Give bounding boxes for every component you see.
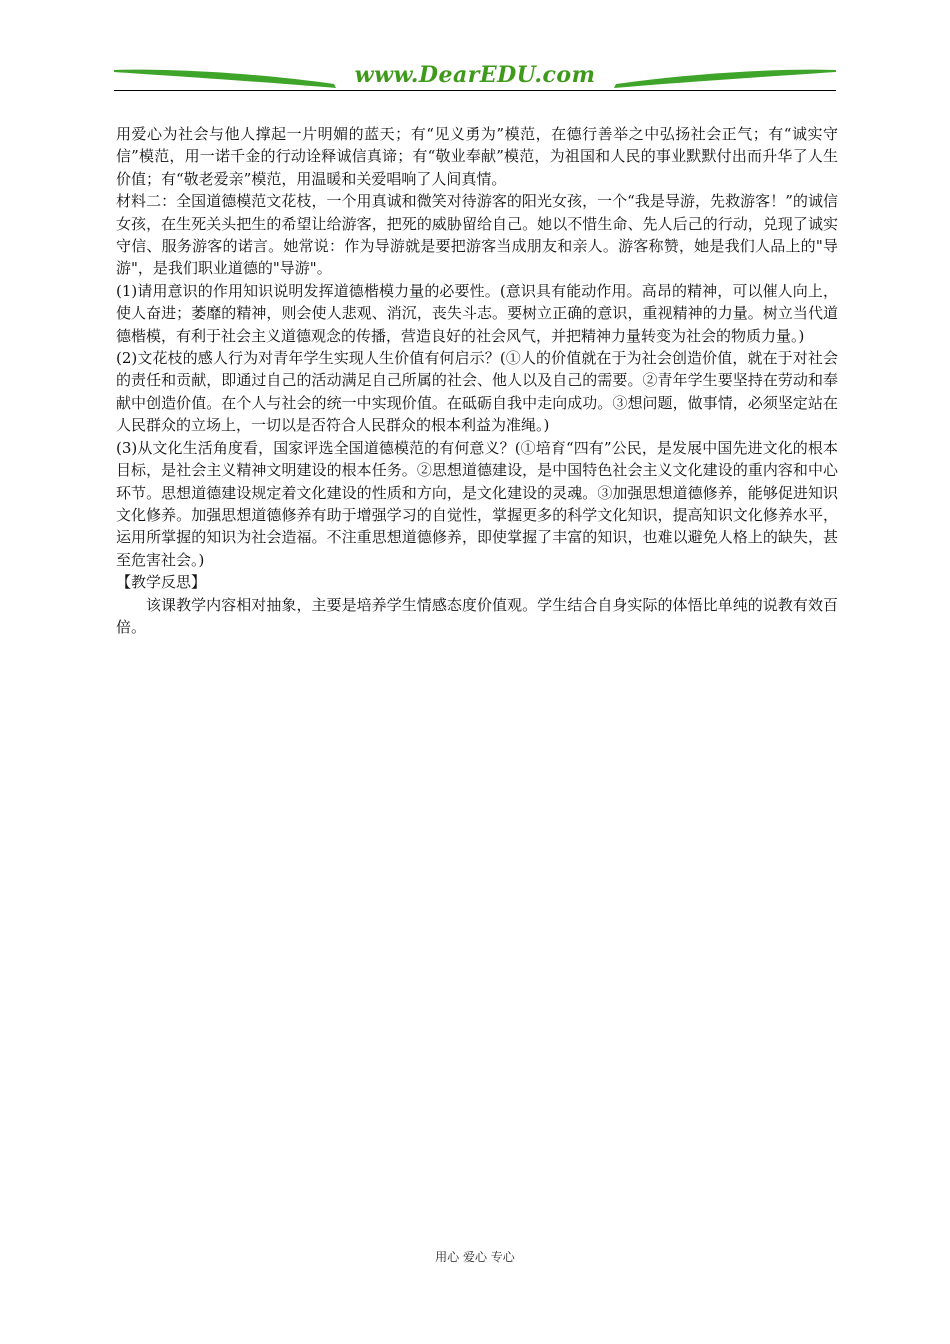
- question-3: (3)从文化生活角度看，国家评选全国道德模范的有何意义？(①培育“四有”公民，是发展中国先进文化的根本目标，是社会主义精神文明建设的根本任务。②思想道德建设，是中国特色社会主义文化建设的重内容和中心环节。思想道德建设规定着文化建设的性质和方向，是文化建设的灵魂。③加强思想道德修养，能够促进知识文化修养。加强思想道德修养有助于增强学习的自觉性，掌握更多的科学文化知识，提高知识文化修养水平，运用所掌握的知识为社会造福。不注重思想道德修养，即使掌握了丰富的知识，也难以避免人格上的缺失，甚至危害社会。): [116, 438, 838, 569]
- paragraph-models: 用爱心为社会与他人撑起一片明媚的蓝天；有“见义勇为”模范，在德行善举之中弘扬社会正气；有“诚实守信”模范，用一诺千金的行动诠释诚信真谛；有“敬业奉献”模范，为祖国和人民的事业默默付出而升华了人生价值；有“敬老爱亲”模范，用温暖和关爱唱响了人间真情。: [116, 125, 838, 188]
- header-divider: [114, 90, 836, 91]
- question-1: (1)请用意识的作用知识说明发挥道德楷模力量的必要性。(意识具有能动作用。高昂的精神，可以催人向上，使人奋进；萎靡的精神，则会使人悲观、消沉，丧失斗志。要树立正确的意识，重视精神的力量。树立当代道德楷模，有利于社会主义道德观念的传播，营造良好的社会风气，并把精神力量转变为社会的物质力量。): [116, 281, 838, 345]
- paragraph-reflection: 该课教学内容相对抽象，主要是培养学生情感态度价值观。学生结合自身实际的体悟比单纯的说教有效百倍。: [116, 595, 838, 636]
- page-footer: 用心 爱心 专心: [435, 1250, 515, 1264]
- paragraph-material-two: 材料二：全国道德模范文花枝，一个用真诚和微笑对待游客的阳光女孩，一个“我是导游，先救游客！”的诚信女孩，在生死关头把生的希望让给游客，把死的威胁留给自己。她以不惜生命、先人后己的行动，兑现了诚实守信、服务游客的诺言。她常说：作为导游就是要把游客当成朋友和亲人。游客称赞，她是我们人品上的"导游"，是我们职业道德的"导游"。: [116, 192, 838, 278]
- site-logo-text[interactable]: www.DearEDU.com: [354, 62, 596, 88]
- section-heading-reflection: 【教学反思】: [116, 573, 207, 592]
- page-header: [114, 58, 836, 92]
- document-body: [116, 123, 838, 638]
- question-2: (2)文花枝的感人行为对青年学生实现人生价值有何启示？(①人的价值就在于为社会创造价值，就在于对社会的责任和贡献，即通过自己的活动满足自己所属的社会、他人以及自己的需要。②青年学生要坚持在劳动和奉献中创造价值。在个人与社会的统一中实现价值。在砥砺自我中走向成功。③想问题，做事情，必须坚定站在人民群众的立场上，一切以是否符合人民群众的根本利益为准绳。): [116, 349, 838, 435]
